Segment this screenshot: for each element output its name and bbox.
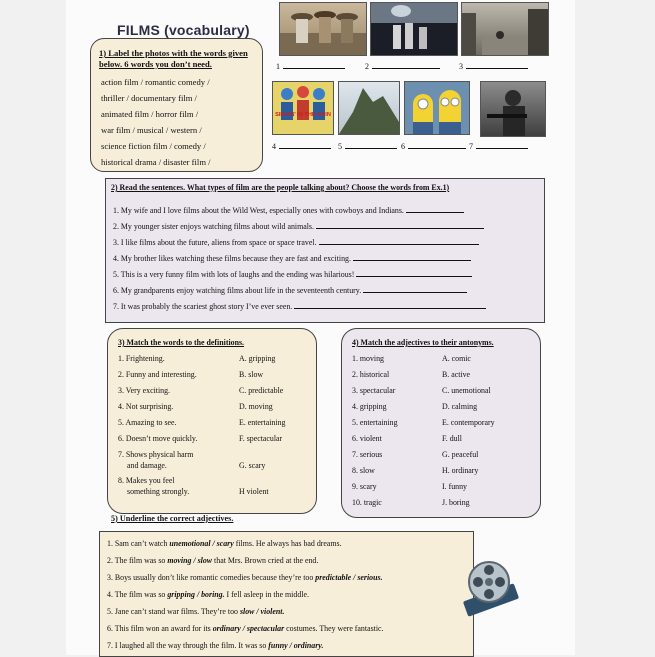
sentence-row — [107, 641, 323, 650]
sentence-row — [113, 237, 479, 247]
word-option: science fiction film / comedy / — [101, 141, 206, 151]
sentence-text: 1. Sam can’t watch — [107, 539, 170, 548]
adjective-item: 7. serious — [352, 450, 383, 459]
war-ruins-photo — [461, 2, 549, 56]
word-choice: A. gripping — [239, 354, 276, 363]
sentence-row — [113, 269, 472, 279]
blank-number: 4 — [272, 142, 276, 151]
answer-blank-2[interactable] — [365, 61, 440, 71]
sentence-row — [107, 624, 384, 633]
cowboys-illustration — [280, 3, 366, 55]
exercise-4-heading: 4) Match the adjectives to their antonyms. — [352, 338, 494, 347]
page-title: FILMS (vocabulary) — [117, 22, 250, 38]
sentence-row — [113, 205, 464, 215]
definition-item: 2. Funny and interesting. — [118, 370, 197, 379]
blank-number: 5 — [338, 142, 342, 151]
poster-illustration — [273, 82, 333, 134]
definition-item-cont: something strongly. — [127, 487, 190, 496]
sentence-row — [107, 539, 342, 548]
adjective-choice[interactable]: predictable / serious. — [315, 573, 383, 582]
sentence-text: 2. My younger sister enjoys watching films about wild animals. — [113, 222, 314, 231]
sentence-row — [113, 285, 467, 295]
antonym-choice: A. comic — [442, 354, 471, 363]
sentence-text: films. He always has bad dreams. — [233, 539, 342, 548]
definition-item: 1. Frightening. — [118, 354, 165, 363]
adjective-item: 5. entertaining — [352, 418, 398, 427]
word-choice: D. moving — [239, 402, 273, 411]
blank-number: 1 — [276, 62, 280, 71]
answer-blank-4[interactable] — [272, 141, 331, 151]
exercise-3-heading: 3) Match the words to the definitions. — [118, 338, 245, 347]
antonym-choice: J. boring — [442, 498, 470, 507]
antonym-choice: D. calming — [442, 402, 478, 411]
sentence-text: 5. Jane can’t stand war films. They’re too — [107, 607, 240, 616]
cowboys-photo — [279, 2, 367, 56]
sentence-row — [107, 590, 309, 599]
antonym-choice: B. active — [442, 370, 471, 379]
answer-blank-5[interactable] — [338, 141, 397, 151]
exercise-1-heading: 1) Label the photos with the words given below. 6 words you don’t need. — [99, 48, 248, 69]
adjective-choice[interactable]: gripping / boring. — [167, 590, 225, 599]
sentence-text: 1. My wife and I love films about the Wild West, especially ones with cowboys and Indians. — [113, 206, 404, 215]
soldier-photo — [480, 81, 546, 137]
sentence-row — [107, 556, 318, 565]
exercise-2-heading: 2) Read the sentences. What types of film are the people talking about? Choose the words from Ex.1) — [111, 183, 450, 192]
answer-line[interactable] — [356, 269, 472, 277]
adjective-item: 3. spectacular — [352, 386, 396, 395]
soldier-illustration — [481, 82, 545, 136]
word-option: thriller / documentary film / — [101, 93, 197, 103]
sentence-text: that Mrs. Brown cried at the end. — [212, 556, 319, 565]
word-option: historical drama / disaster film / — [101, 157, 211, 167]
sentence-text: I fell asleep in the middle. — [224, 590, 309, 599]
answer-line[interactable] — [319, 237, 479, 245]
adjective-item: 2. historical — [352, 370, 390, 379]
sentence-text: 3. I like films about the future, aliens from space or space travel. — [113, 238, 317, 247]
exercise-3-box — [107, 328, 317, 514]
word-choice: G. scary — [239, 461, 266, 470]
answer-line[interactable] — [353, 253, 471, 261]
film-reel-icon — [462, 556, 520, 618]
adjective-choice[interactable]: slow / violent. — [239, 607, 285, 616]
answer-blank-7[interactable] — [469, 141, 528, 151]
adjective-choice[interactable]: ordinary / spectacular — [212, 624, 285, 633]
sentence-text: 3. Boys usually don’t like romantic comedies because they’re too — [107, 573, 316, 582]
exercise-5-heading: 5) Underline the correct adjectives. — [111, 514, 234, 523]
definition-item: 4. Not surprising. — [118, 402, 174, 411]
definition-item: 7. Shows physical harm — [118, 450, 194, 459]
antonym-choice: F. dull — [442, 434, 462, 443]
blank-number: 2 — [365, 62, 369, 71]
word-choice: C. predictable — [239, 386, 284, 395]
definition-item: 6. Doesn’t move quickly. — [118, 434, 198, 443]
adjective-choice[interactable]: moving / slow — [167, 556, 213, 565]
answer-blank-3[interactable] — [459, 61, 528, 71]
adjective-item: 1. moving — [352, 354, 385, 363]
singin-in-the-rain-poster — [272, 81, 334, 135]
adjective-item: 6. violent — [352, 434, 382, 443]
sentence-row — [107, 607, 284, 616]
antonym-choice: C. unemotional — [442, 386, 491, 395]
sentence-text: 2. The film was so — [107, 556, 168, 565]
blank-number: 6 — [401, 142, 405, 151]
adjective-item: 8. slow — [352, 466, 375, 475]
aliens-illustration — [371, 3, 457, 55]
sentence-text: 7. It was probably the scariest ghost story I’ve ever seen. — [113, 302, 293, 311]
exercise-1-box — [90, 38, 263, 172]
mountain-photo — [338, 81, 400, 135]
definition-item: 8. Makes you feel — [118, 476, 175, 485]
answer-blank-6[interactable] — [401, 141, 466, 151]
word-option: action film / romantic comedy / — [101, 77, 210, 87]
answer-line[interactable] — [294, 301, 486, 309]
antonym-choice: I. funny — [442, 482, 467, 491]
poster-title: SINGIN' IN THE RAIN — [275, 112, 331, 118]
word-choice: F. spectacular — [239, 434, 283, 443]
sentence-row — [113, 253, 471, 263]
sentence-text: 4. The film was so — [107, 590, 168, 599]
blank-number: 7 — [469, 142, 473, 151]
sentence-text: costumes. They were fantastic. — [284, 624, 384, 633]
antonym-choice: E. contemporary — [442, 418, 495, 427]
minions-illustration — [405, 82, 469, 134]
minions-photo — [404, 81, 470, 135]
exercise-5-box — [99, 531, 474, 657]
antonym-choice: G. peaceful — [442, 450, 479, 459]
word-option: animated film / horror film / — [101, 109, 199, 119]
ruins-illustration — [462, 3, 548, 55]
sentence-row — [113, 301, 486, 311]
sentence-text: 4. My brother likes watching these films because they are fast and exciting. — [113, 254, 351, 263]
word-choice: H violent — [239, 487, 269, 496]
antonym-choice: H. ordinary — [442, 466, 479, 475]
blank-number: 3 — [459, 62, 463, 71]
word-choice: E. entertaining — [239, 418, 286, 427]
word-option: war film / musical / western / — [101, 125, 202, 135]
aliens-photo — [370, 2, 458, 56]
exercise-2-box — [105, 178, 545, 323]
sentence-text: 6. My grandparents enjoy watching films about life in the seventeenth century. — [113, 286, 362, 295]
answer-line[interactable] — [316, 221, 484, 229]
answer-blank-1[interactable] — [276, 61, 345, 71]
definition-item: 5. Amazing to see. — [118, 418, 177, 427]
sentence-row — [113, 221, 484, 231]
definition-item-cont: and damage. — [127, 461, 167, 470]
sentence-text: 6. This film won an award for its — [107, 624, 213, 633]
word-choice: B. slow — [239, 370, 264, 379]
adjective-item: 10. tragic — [352, 498, 382, 507]
adjective-choice[interactable]: funny / ordinary. — [268, 641, 324, 650]
adjective-item: 9. scary — [352, 482, 377, 491]
sentence-row — [107, 573, 383, 582]
answer-line[interactable] — [363, 285, 467, 293]
adjective-choice[interactable]: unemotional / scary — [169, 539, 234, 548]
definition-item: 3. Very exciting. — [118, 386, 171, 395]
mountain-illustration — [339, 82, 399, 134]
answer-line[interactable] — [406, 205, 464, 213]
adjective-item: 4. gripping — [352, 402, 387, 411]
sentence-text: 7. I laughed all the way through the film. It was so — [107, 641, 269, 650]
sentence-text: 5. This is a very funny film with lots of laughs and the ending was hilarious! — [113, 270, 355, 279]
exercise-4-box — [341, 328, 541, 518]
